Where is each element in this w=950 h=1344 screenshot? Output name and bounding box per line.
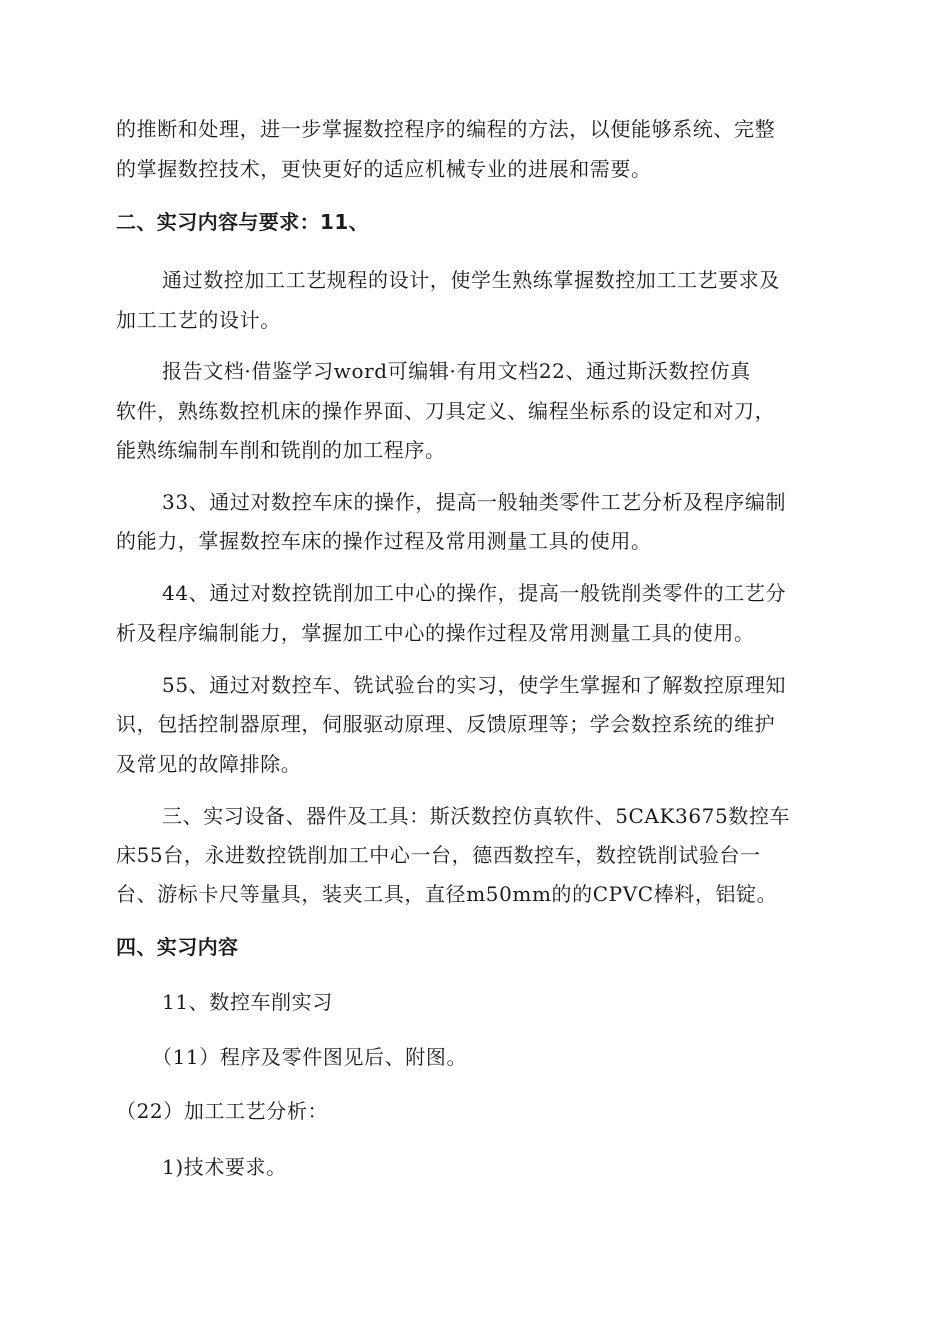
section-heading-2: 二、实习内容与要求：11、	[116, 210, 370, 234]
paragraph-33-line-1: 33、通过对数控车床的操作，提高一般轴类零件工艺分析及程序编制	[162, 490, 787, 514]
paragraph-55-line-2: 识，包括控制器原理，伺服驱动原理、反馈原理等；学会数控系统的维护	[116, 712, 776, 736]
paragraph-report-line-1: 报告文档·借鉴学习word可编辑·有用文档22、通过斯沃数控仿真	[162, 359, 751, 383]
section-heading-4: 四、实习内容	[116, 935, 239, 959]
paragraph-equipment-line-1: 三、实习设备、器件及工具：斯沃数控仿真软件、5CAK3675数控车	[162, 804, 791, 828]
paragraph-44-line-1: 44、通过对数控铣削加工中心的操作，提高一般铣削类零件的工艺分	[162, 581, 787, 605]
paragraph-55-line-3: 及常见的故障排除。	[116, 752, 302, 776]
paragraph-intro-line-2: 的掌握数控技术，更快更好的适应机械专业的进展和需要。	[116, 157, 652, 181]
paragraph-design-line-2: 加工工艺的设计。	[116, 308, 281, 332]
paragraph-33-line-2: 的能力，掌握数控车床的操作过程及常用测量工具的使用。	[116, 529, 652, 553]
list-item-1: 1)技术要求。	[162, 1155, 287, 1179]
list-item-11-sub: （11）程序及零件图见后、附图。	[152, 1045, 468, 1069]
list-item-22: （22）加工工艺分析：	[116, 1099, 329, 1123]
paragraph-equipment-line-2: 床55台，永进数控铣削加工中心一台，德西数控车，数控铣削试验台一	[116, 843, 761, 867]
paragraph-55-line-1: 55、通过对数控车、铣试验台的实习，使学生掌握和了解数控原理知	[162, 673, 787, 697]
paragraph-report-line-3: 能熟练编制车削和铣削的加工程序。	[116, 438, 446, 462]
paragraph-intro-line-1: 的推断和处理，进一步掌握数控程序的编程的方法，以便能够系统、完整	[116, 117, 776, 141]
list-item-11: 11、数控车削实习	[162, 990, 333, 1014]
paragraph-report-line-2: 软件，熟练数控机床的操作界面、刀具定义、编程坐标系的设定和对刀，	[116, 399, 776, 423]
paragraph-44-line-2: 析及程序编制能力，掌握加工中心的操作过程及常用测量工具的使用。	[116, 621, 755, 645]
paragraph-design-line-1: 通过数控加工工艺规程的设计，使学生熟练掌握数控加工工艺要求及	[162, 268, 780, 292]
paragraph-equipment-line-3: 台、游标卡尺等量具，装夹工具，直径m50mm的的CPVC棒料，铝锭。	[116, 882, 778, 906]
